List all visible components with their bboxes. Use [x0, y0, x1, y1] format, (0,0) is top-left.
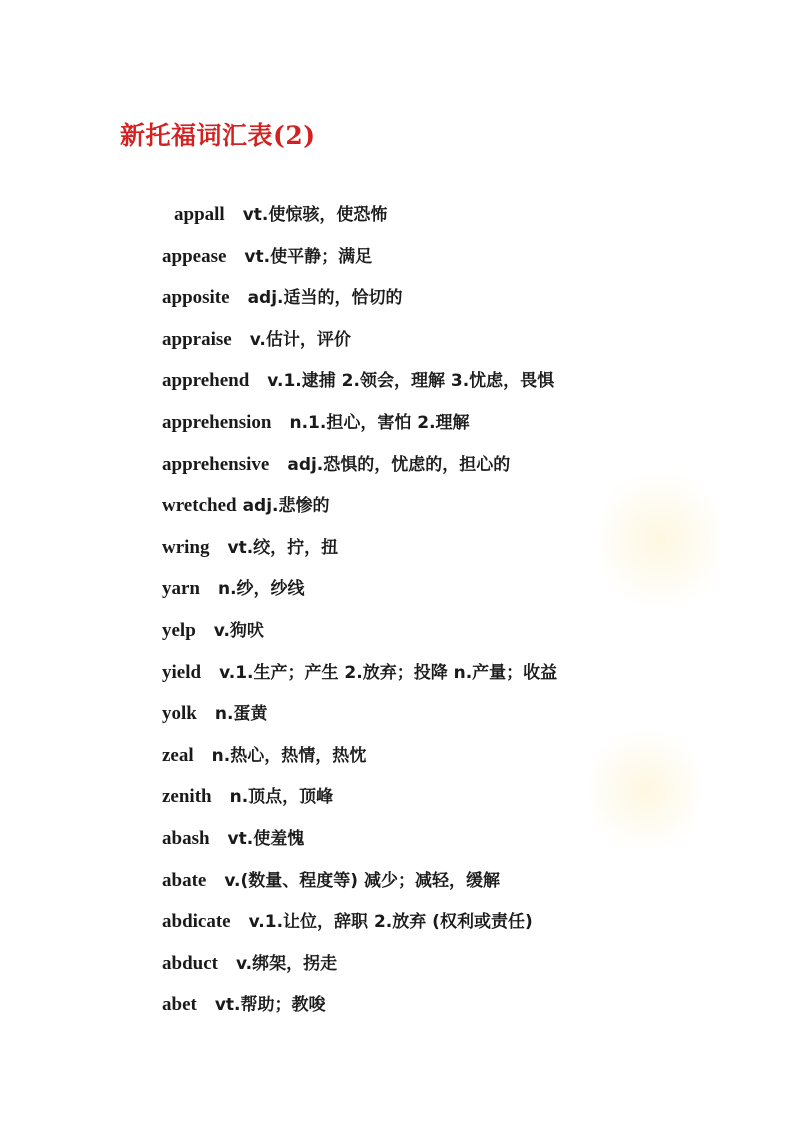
entry-word: abduct [162, 952, 218, 974]
vocabulary-entry [162, 822, 722, 864]
entry-word: abet [162, 994, 197, 1016]
vocabulary-entry [162, 281, 722, 323]
vocabulary-entry [162, 780, 722, 822]
entry-word: abash [162, 827, 210, 849]
entry-definition: n.热心，热情，热忱 [211, 745, 367, 766]
entry-word: apprehend [162, 370, 250, 392]
entry-word: abate [162, 869, 207, 891]
entry-word: appall [174, 204, 225, 225]
entry-word: apposite [162, 287, 230, 309]
entry-definition: v.1.生产；产生 2.放弃；投降 n.产量；收益 [219, 662, 558, 683]
vocabulary-entry [162, 489, 722, 531]
entry-word: yolk [162, 703, 197, 725]
entry-word: yarn [162, 578, 200, 600]
entry-definition: vt.使惊骇，使恐怖 [242, 205, 388, 225]
vocabulary-entry [162, 739, 722, 781]
vocabulary-entry [162, 864, 722, 906]
entry-definition: v.狗吠 [213, 620, 264, 641]
entry-definition: n.1.担心，害怕 2.理解 [289, 412, 470, 433]
entry-definition: vt.使羞愧 [227, 828, 305, 849]
entry-definition: v.1.逮捕 2.领会，理解 3.忧虑，畏惧 [267, 371, 555, 392]
entry-definition: v.(数量、程度等) 减少；减轻，缓解 [224, 870, 500, 891]
entry-word: apprehension [162, 411, 272, 433]
entry-word: yelp [162, 619, 196, 641]
entry-definition: adj.悲惨的 [242, 496, 330, 517]
entry-definition: vt.绞，拧，扭 [227, 537, 339, 558]
document-title: 新托福词汇表(2) [120, 121, 316, 150]
vocabulary-entry [162, 905, 722, 947]
vocabulary-entry [162, 614, 722, 656]
vocabulary-entry [162, 323, 722, 365]
vocabulary-entry [162, 406, 722, 448]
entry-word: apprehensive [162, 453, 270, 475]
entry-definition: vt.使平静；满足 [244, 246, 373, 267]
vocabulary-entry [162, 364, 722, 406]
entry-definition: n.顶点，顶峰 [229, 787, 334, 808]
vocabulary-entry [162, 656, 722, 698]
entry-word: yield [162, 661, 202, 683]
entry-definition: n.纱，纱线 [218, 579, 305, 600]
vocabulary-entry [162, 697, 722, 739]
entry-word: wring [162, 536, 210, 558]
entry-definition: adj.适当的，恰切的 [247, 288, 403, 309]
vocabulary-entry [162, 198, 722, 240]
vocabulary-entry [162, 531, 722, 573]
vocabulary-entry [162, 448, 722, 490]
entry-definition: vt.帮助；教唆 [214, 995, 326, 1016]
vocabulary-entry [162, 947, 722, 989]
vocabulary-list [162, 198, 722, 1030]
vocabulary-entry [162, 240, 722, 282]
entry-definition: v.绑架，拐走 [235, 953, 338, 974]
entry-word: zenith [162, 786, 212, 808]
entry-definition: n.蛋黄 [214, 704, 268, 725]
vocabulary-entry [162, 572, 722, 614]
entry-definition: v.估计，评价 [249, 329, 351, 350]
entry-word: abdicate [162, 911, 231, 933]
vocabulary-entry [162, 988, 722, 1030]
entry-word: appease [162, 245, 227, 267]
entry-word: appraise [162, 328, 232, 350]
entry-definition: v.1.让位，辞职 2.放弃 (权利或责任) [248, 912, 533, 933]
entry-word: zeal [162, 744, 194, 766]
entry-definition: adj.恐惧的，忧虑的，担心的 [287, 454, 511, 475]
entry-word: wretched [162, 495, 237, 517]
